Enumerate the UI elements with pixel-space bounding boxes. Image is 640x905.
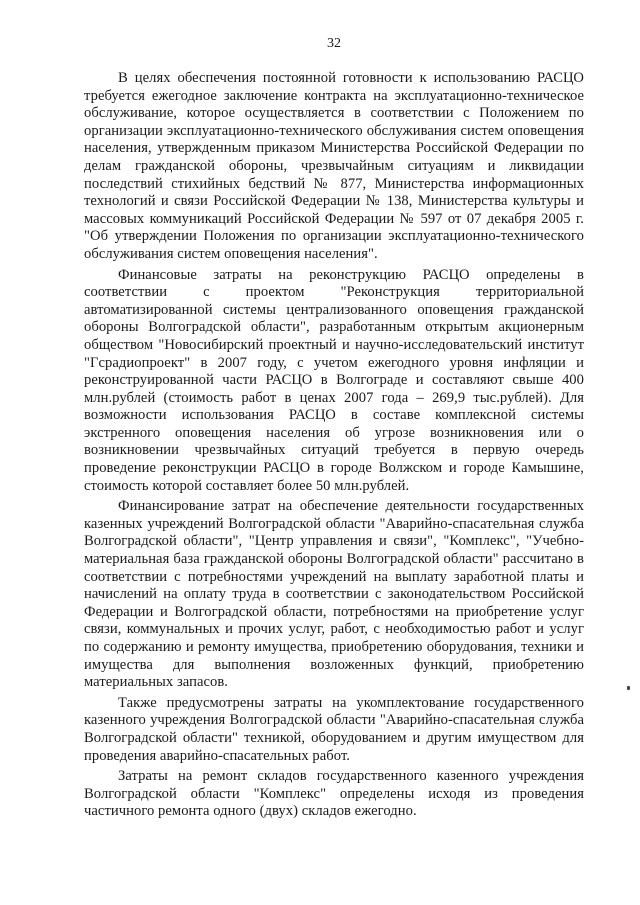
paragraph-warehouse-repair: Затраты на ремонт складов государственного казенного учреждения Волгоградской области "Комплекс" определены исходя из проведения частичного ремонта одного (двух) складов ежегодно. bbox=[84, 768, 584, 820]
paragraph-equipment-costs: Также предусмотрены затраты на укомплектование государственного казенного учреждения Волгоградской области "Аварийно-спасательная служба Волгоградской области" техникой, оборудованием и другим имуществом для проведения аварийно-спасательных работ. bbox=[84, 694, 584, 764]
paragraph-reconstruction-costs: Финансовые затраты на реконструкцию РАСЦО определены в соответствии с проектом "Реконструкция территориальной автоматизированной системы централизованного оповещения гражданской обороны Волгоградской области", разработанным открытым акционерным обществом "Новосибирский проектный и научно-исследовательский институт "Гсрадиопроект" в 2007 году, с учетом ежегодного уровня инфляции и реконструированной части РАСЦО в Волгограде и составляют свыше 400 млн.рублей (стоимость работ в ценах 2007 года – 269,9 тыс.рублей). Для возможности использования РАСЦО в составе комплексной системы экстренного оповещения населения об угрозе возникновения или о возникновении чрезвычайных ситуаций требуется в первую очередь проведение реконструкции РАСЦО в городе Волжском и городе Камышине, стоимость которой составляет более 50 млн.рублей. bbox=[84, 266, 584, 494]
paragraph-maintenance-contract: В целях обеспечения постоянной готовности к использованию РАСЦО требуется ежегодное заключение контракта на эксплуатационно-техническое обслуживание, которое осуществляется в соответствии с Положением по организации эксплуатационно-технического обслуживания систем оповещения населения, утвержденным приказом Министерства Российской Федерации по делам гражданской обороны, чрезвычайным ситуациям и ликвидации последствий стихийных бедствий № 877, Министерства информационных технологий и связи Российской Федерации № 138, Министерства культуры и массовых коммуникаций Российской Федерации № 597 от 07 декабря 2005 г. "Об утверждении Положения по организации эксплуатационно-технического обслуживания систем оповещения населения". bbox=[84, 70, 584, 262]
page-number: 32 bbox=[327, 36, 341, 51]
scan-speck bbox=[627, 686, 630, 690]
paragraph-institutions-financing: Финансирование затрат на обеспечение деятельности государственных казенных учреждений Волгоградской области "Аварийно-спасательная служба Волгоградской области", "Центр управления и связи", "Комплекс", "Учебно-материальная база гражданской обороны Волгоградской области" рассчитано в соответствии с потребностями учреждений на выплату заработной платы и начислений на оплату труда в соответствии с законодательством Российской Федерации и Волгоградской области, потребностями на приобретение услуг связи, коммунальных и прочих услуг, работ, с необходимостью работ и услуг по содержанию и ремонту имущества, приобретению оборудования, техники и имущества для выполнения возложенных функций, приобретению материальных запасов. bbox=[84, 498, 584, 691]
